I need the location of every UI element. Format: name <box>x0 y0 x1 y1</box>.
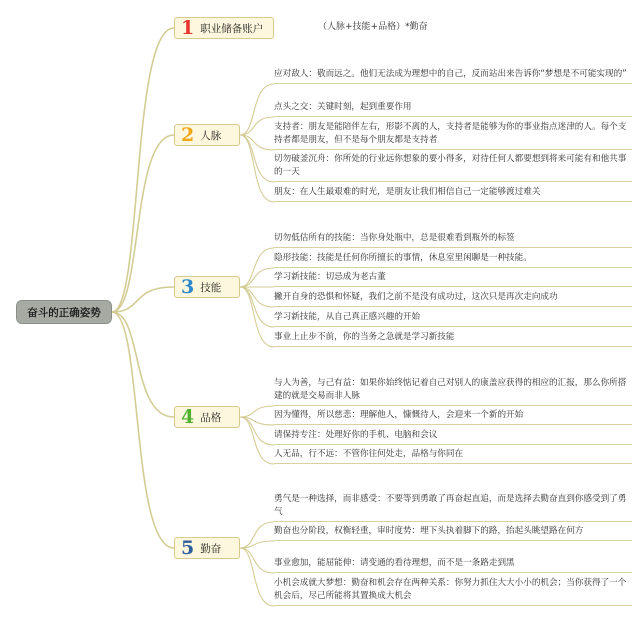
leaf-2-5: 朋友：在人生最艰难的时光，是朋友让我们相信自己一定能够渡过难关 <box>274 186 632 202</box>
branch-2-to-leaf-3 <box>240 135 274 150</box>
leaf-2-3: 支持者：朋友是能陪伴左右，形影不离的人，支持者是能够为你的事业指点迷津的人。每个支持者都是朋友，但不是每个朋友都是支持者 <box>274 121 632 150</box>
branch-label-3: 技能 <box>200 281 222 294</box>
root-label: 奋斗的正确姿势 <box>27 306 101 319</box>
branch-3-to-leaf-6 <box>240 287 274 347</box>
leaf-5-2: 勤奋也分阶段，权衡轻重，审时度势：埋下头执着脚下的路，抬起头眺望路在何方 <box>274 525 632 541</box>
branch-2-to-leaf-1 <box>240 84 274 135</box>
branch-label-4: 品格 <box>200 411 222 424</box>
branch-number-3: 3 <box>181 275 195 298</box>
leaf-2-1: 应对敌人：敬而远之。他们无法成为理想中的自己，反而站出来告诉你“梦想是不可能实现的” <box>274 68 632 84</box>
branch-node-4[interactable] <box>174 406 240 428</box>
root-to-branch-2 <box>112 135 174 312</box>
leaf-5-4: 小机会成就大梦想：勤奋和机会存在两种关系：你努力抓住大大小小的机会；当你获得了一个机会后，尽己所能将其置换成大机会 <box>274 577 632 606</box>
branch-3-to-leaf-1 <box>240 248 274 287</box>
root-node[interactable] <box>16 300 112 324</box>
branch-label-5: 勤奋 <box>200 542 222 555</box>
leaf-5-1: 勇气是一种选择，而非感受：不要等到勇敢了再奋起直追，而是选择去勤奋直到你感受到了勇气 <box>274 493 632 522</box>
branch-4-to-leaf-3 <box>240 417 274 445</box>
branch-5-to-leaf-4 <box>240 548 274 606</box>
branch-2-to-leaf-2 <box>240 117 274 135</box>
branch-label-2: 人脉 <box>200 129 222 142</box>
leaf-4-4: 人无品，行不远：不管你往何处走，品格与你同在 <box>274 448 632 464</box>
branch-node-1[interactable] <box>174 17 274 39</box>
root-to-branch-4 <box>112 312 174 417</box>
leaf-3-3: 学习新技能：切忌成为老古董 <box>274 271 632 287</box>
branch-5-to-leaf-2 <box>240 541 274 548</box>
branch-3-to-leaf-5 <box>240 287 274 327</box>
root-to-branch-1 <box>112 28 174 312</box>
branch-number-5: 5 <box>181 536 195 559</box>
leaf-4-3: 请保持专注：处理好你的手机、电脑和会议 <box>274 429 632 445</box>
leaf-2-2: 点头之交：关键时刻，起到重要作用 <box>274 101 632 117</box>
branch-number-1: 1 <box>181 16 195 39</box>
branch-4-to-leaf-1 <box>240 406 274 417</box>
branch-4-to-leaf-4 <box>240 417 274 464</box>
branch-3-to-leaf-2 <box>240 268 274 287</box>
leaf-4-2: 因为懂得，所以慈悲：理解他人，慷慨待人，会迎来一个新的开始 <box>274 409 632 425</box>
branch-node-2[interactable] <box>174 124 240 146</box>
branch-label-1: 职业储备账户 <box>200 22 264 35</box>
leaf-3-6: 事业上止步不前，你的当务之急就是学习新技能 <box>274 331 632 347</box>
root-to-branch-3 <box>112 287 174 312</box>
leaf-3-1: 切勿低估所有的技能：当你身处瓶中，总是很难看到瓶外的标签 <box>274 232 632 248</box>
branch-3-to-leaf-4 <box>240 287 274 307</box>
branch-number-4: 4 <box>181 405 195 428</box>
branch-1-formula: （人脉+技能+品格）*勤奋 <box>318 22 428 32</box>
branch-node-5[interactable] <box>174 537 240 559</box>
branch-number-2: 2 <box>181 123 195 146</box>
branch-2-to-leaf-5 <box>240 135 274 202</box>
branch-5-to-leaf-3 <box>240 548 274 573</box>
leaf-3-5: 学习新技能，从自己真正感兴趣的开始 <box>274 311 632 327</box>
branch-5-to-leaf-1 <box>240 522 274 548</box>
leaf-2-4: 切勿破釜沉舟：你所处的行业远你想象的要小得多，对待任何人都要想到将来可能有和他共事的一天 <box>274 153 632 182</box>
branch-2-to-leaf-4 <box>240 135 274 182</box>
leaf-3-4: 撇开自身的恐惧和怀疑，我们之前不是没有成功过，这次只是再次走向成功 <box>274 291 632 307</box>
branch-4-to-leaf-2 <box>240 417 274 425</box>
leaf-3-2: 隐形技能：技能是任何你所擅长的事情，休息室里闲聊是一种技能。 <box>274 252 632 268</box>
root-to-branch-5 <box>112 312 174 548</box>
leaf-5-3: 事业愈加，能屈能伸：请变通的看待理想，而不是一条路走到黑 <box>274 557 632 573</box>
branch-node-3[interactable] <box>174 276 240 298</box>
leaf-4-1: 与人为善，与己有益：如果你始终惦记着自己对别人的康盖应获得的相应的汇报，那么你所搭建的就是交易而非人脉 <box>274 377 632 406</box>
